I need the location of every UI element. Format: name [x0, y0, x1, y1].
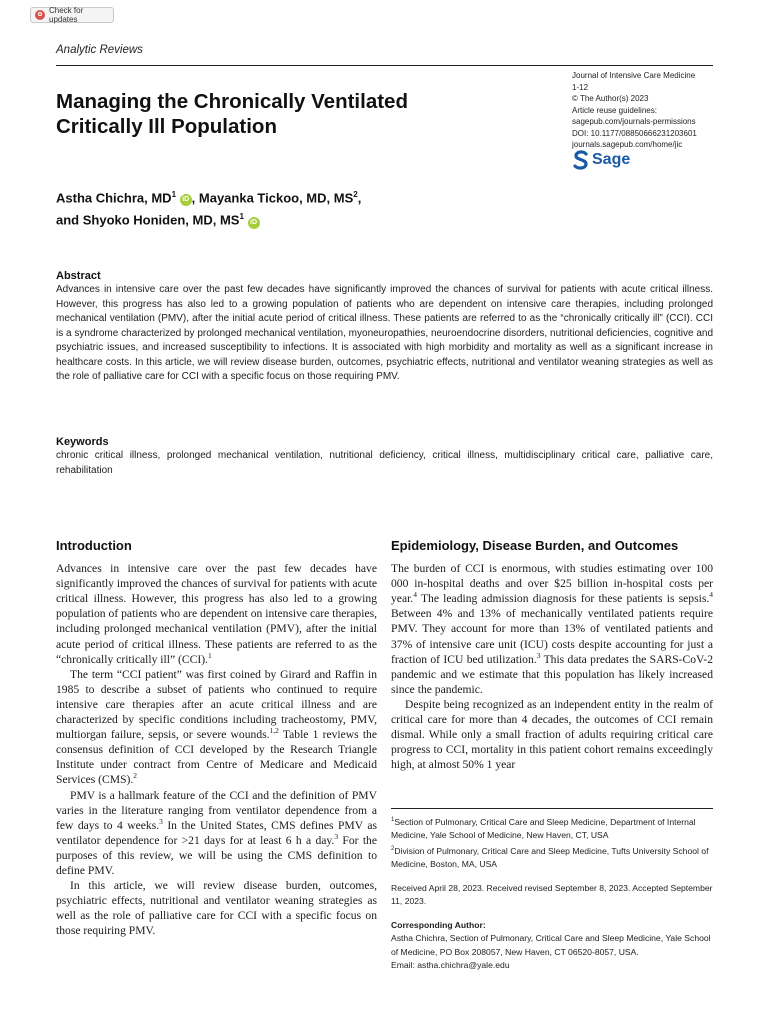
corresponding-author-heading: Corresponding Author: [391, 919, 486, 930]
article-title: Managing the Chronically Ventilated Critically Ill Population [56, 90, 408, 138]
reference[interactable]: 2 [133, 771, 138, 781]
doi-link[interactable]: DOI: 10.1177/08850666231203601 [572, 128, 697, 138]
reference[interactable]: 1 [207, 650, 212, 660]
orcid-icon[interactable]: iD [180, 194, 192, 206]
reference[interactable]: 3 [334, 831, 339, 841]
copyright: © The Author(s) 2023 [572, 94, 649, 103]
introduction-heading: Introduction [56, 538, 132, 553]
corresponding-author-address: Astha Chichra, Section of Pulmonary, Critical Care and Sleep Medicine, Yale School of Medicine, PO Box 208057, New Haven, CT 06520-8057, USA. [391, 933, 711, 957]
reference[interactable]: 3 [536, 650, 541, 660]
epidemiology-heading: Epidemiology, Disease Burden, and Outcomes [391, 538, 679, 553]
footnotes [391, 814, 713, 973]
author-1-affiliation: 1 [171, 190, 177, 199]
received-dates: Received April 28, 2023. Received revised September 8, 2023. Accepted September 11, 2023. [391, 882, 713, 907]
reference[interactable]: 1,2 [269, 726, 279, 736]
reference[interactable]: 3 [159, 816, 163, 826]
abstract [56, 270, 713, 385]
author-3-affiliation: 1 [239, 212, 244, 222]
epi-paragraph-1: The burden of CCI is enormous, with studies estimating over 100 000 in-hospital deaths and over $25 billion in-hospital costs per year.$^4$ The leading admission diagnosis for these patients is sepsis.$^4$ Between 4% and 13% of mechanically ventilated patients require PMV. They account for more than 13% of ventilated patients and 37% of intensive care unit (ICU) costs despite accounting for just a fraction of ICU bed utilization.$^3$ This data predates the SARS-CoV-2 pandemic and we estimate that this population has likely increased since the pandemic. [391, 562, 713, 696]
journal-name: Journal of Intensive Care Medicine [572, 71, 696, 80]
sage-logo [573, 150, 630, 170]
introduction-section [56, 538, 377, 938]
intro-paragraph-2: The term “CCI patient” was first coined by Girard and Raffin in 1985 to describe a subset of patients who continued to require intensive care therapies after an acute critical illness and are characterized by specific conditions including tracheostomy, PMV, multiorgan failure, sepsis, or severe wounds.$^{1,2}$ Table 1 reviews the consensus definition of CCI developed by the Research Triangle Institute under contract from Centre of Medicare and Medicaid Services (CMS).$^2$ [56, 667, 377, 787]
abstract-heading: Abstract [56, 270, 101, 282]
abstract-text: Advances in intensive care over the past few decades have significantly improved the chances of survival for patients with acute critical illness. However, this progress has also led to a growing population of patients who are dependent on intensive care therapies, including prolonged mechanical ventilation (PMV), after the initial acute period of critical illness. These patients are referred to as the “chronically critically ill” (CCI). CCI is a syndrome characterized by prolonged mechanical ventilation, myoneuropathies, neuroendocrine disorders, nutritional deficiencies, cognitive and psychiatric issues, and increased susceptibility to infections. It is associated with high morbidity and mortality as well as a significant increase in healthcare costs. In this article, we will review disease burden, outcomes, psychiatric effects, nutritional and ventilator weaning strategies as well as the role of palliative care for CCI with a specific focus on those requiring PMV. [56, 284, 713, 382]
corresponding-author-email[interactable]: Email: astha.chichra@yale.edu [391, 960, 510, 971]
keywords [56, 436, 713, 478]
reuse-label: Article reuse guidelines: [572, 105, 657, 115]
author-2-affiliation: 2 [353, 190, 358, 199]
journal-info [572, 70, 722, 151]
reference[interactable]: 4 [709, 590, 713, 600]
author-3: and Shyoko Honiden, MD, MS [56, 212, 240, 228]
affiliation-2: $^2$Division of Pulmonary, Critical Care and Sleep Medicine, Tufts University School of Medicine, Boston, MA, USA [391, 845, 709, 870]
footnote-divider [391, 808, 713, 809]
header-divider [56, 65, 713, 66]
epi-paragraph-2: Despite being recognized as an independent entity in the realm of critical care for more than 4 decades, the outcomes of CCI remain dismal. While only a small fraction of adults requiring critical care progress to CCI, mortality in this patient cohort remains exceedingly high, at almost 50% 1 year [391, 697, 713, 772]
author-list: Astha Chichra, $MD^1$ iD , Mayanka Tickoo, MD, $MS^2$, and Shyoko Honiden, MD, $MS^1$ iD [56, 190, 362, 228]
author-2: Mayanka Tickoo, MD, MS [198, 190, 354, 206]
check-for-updates-button[interactable] [30, 7, 114, 23]
journal-homepage-link[interactable]: journals.sagepub.com/home/jic [572, 140, 683, 149]
publisher-name: Sage [592, 151, 631, 168]
keywords-text: chronic critical illness, prolonged mechanical ventilation, nutritional deficiency, critical illness, multidisciplinary critical care, palliative care, rehabilitation [56, 450, 713, 476]
permissions-link[interactable]: sagepub.com/journals-permissions [572, 117, 696, 126]
section-type: Analytic Reviews [56, 44, 143, 56]
intro-paragraph-1: Advances in intensive care over the past few decades have significantly improved the chances of survival for patients with acute critical illness. However, this progress has also led to a growing population of patients who are dependent on intensive care therapies, including prolonged mechanical ventilation (PMV), after the initial acute period of critical illness. These patients are referred to as the “chronically critically ill” (CCI).$^1$ [56, 562, 377, 666]
epidemiology-section [391, 538, 713, 772]
reference[interactable]: 4 [413, 590, 417, 600]
check-for-updates-label: Check for updates [49, 6, 84, 24]
updates-icon [35, 10, 45, 20]
sage-s-icon [573, 150, 589, 170]
author-1: Astha Chichra, MD [56, 190, 172, 206]
orcid-icon[interactable]: iD [248, 217, 260, 229]
keywords-heading: Keywords [56, 436, 109, 448]
affiliation-1: $^1$Section of Pulmonary, Critical Care and Sleep Medicine, Department of Internal Medicine, Yale School of Medicine, New Haven, CT, USA [391, 816, 696, 841]
intro-paragraph-3: PMV is a hallmark feature of the CCI and the definition of PMV varies in the literature ranging from ventilator dependence from a few days to 4 weeks.$^3$ In the United States, CMS defines PMV as ventilator dependence for >21 days for at least 6 h a day.$^3$ For the purposes of this review, we will be using the CMS definition to define PMV. [56, 788, 377, 877]
intro-paragraph-4: In this article, we will review disease burden, outcomes, psychiatric effects, nutritional and ventilator weaning strategies as well as the role of palliative care for CCI with a specific focus on those requiring PMV. [56, 879, 377, 938]
journal-pages: 1-12 [572, 82, 589, 92]
